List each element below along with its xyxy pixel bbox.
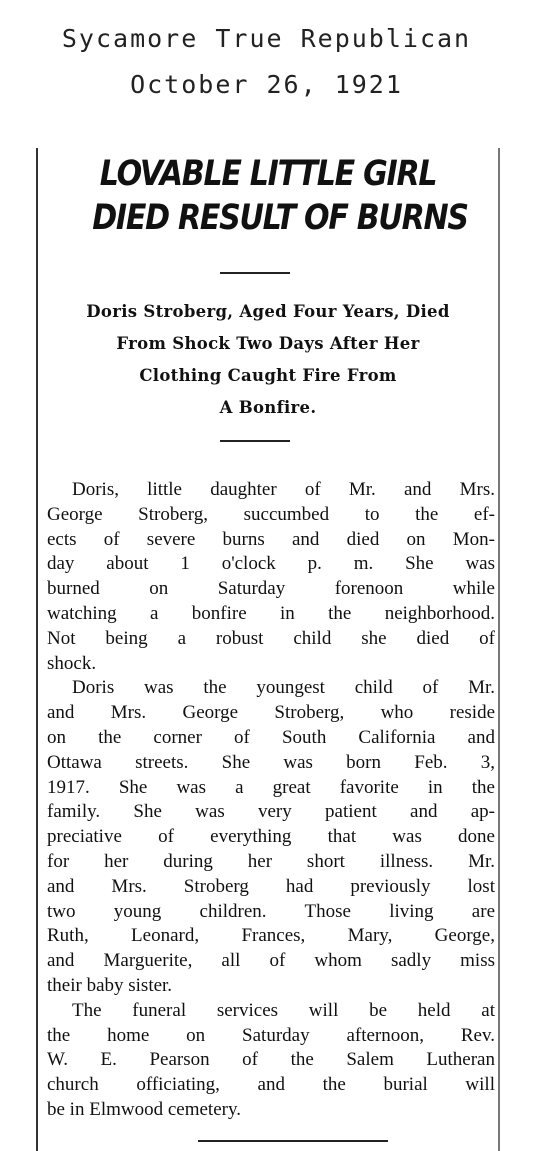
body-text-line: the home on Saturday afternoon, Rev. (47, 1024, 495, 1046)
body-text-line: watching a bonfire in the neighborhood. (47, 603, 495, 624)
publication-date: October 26, 1921 (130, 70, 403, 99)
body-text-line: for her during her short illness. Mr. (47, 851, 495, 872)
body-text-line: their baby sister. (47, 975, 173, 996)
headline-line-1: LOVABLE LITTLE GIRL (99, 154, 437, 194)
body-text-line: 1917. She was a great favorite in the (47, 776, 495, 798)
newspaper-clipping (36, 148, 500, 1151)
body-text-line: ects of severe burns and died on Mon- (47, 528, 495, 550)
body-text-line: Doris was the youngest child of Mr. (72, 677, 495, 699)
body-text-line: day about 1 o'clock p. m. She was (47, 553, 495, 575)
body-text-line: George Stroberg, succumbed to the ef- (47, 503, 495, 525)
body-text-line: Ottawa streets. She was born Feb. 3, (47, 751, 495, 773)
body-text-line: The funeral services will be held at (72, 999, 495, 1021)
newspaper-name: Sycamore True Republican (61, 24, 472, 53)
divider-rule (220, 272, 290, 274)
divider-rule (220, 440, 290, 442)
body-text-line: and Marguerite, all of whom sadly miss (47, 950, 495, 972)
end-rule (198, 1140, 388, 1142)
body-text-line: be in Elmwood cemetery. (47, 1099, 241, 1120)
body-text-line: two young children. Those living are (47, 900, 495, 922)
subheadline-line: Clothing Caught Fire From (139, 366, 397, 385)
body-text-line: family. She was very patient and ap- (47, 801, 495, 823)
headline-line-2: DIED RESULT OF BURNS (92, 198, 468, 238)
body-text-line: on the corner of South California and (47, 727, 495, 748)
body-text-line: and Mrs. George Stroberg, who reside (47, 702, 495, 724)
subheadline-line: From Shock Two Days After Her (116, 334, 420, 353)
subheadline-line: A Bonfire. (219, 398, 317, 417)
body-text-line: shock. (47, 652, 97, 674)
body-text-line: church officiating, and the burial will (47, 1074, 495, 1096)
body-text-line: burned on Saturday forenoon while (47, 578, 495, 600)
body-text-line: Doris, little daughter of Mr. and Mrs. (72, 479, 495, 500)
body-text-line: and Mrs. Stroberg had previously lost (47, 875, 495, 897)
body-text-line: Not being a robust child she died of (47, 627, 495, 649)
body-text-line: W. E. Pearson of the Salem Lutheran (47, 1049, 495, 1071)
body-text-line: Ruth, Leonard, Frances, Mary, George, (47, 925, 495, 947)
body-text-line: preciative of everything that was done (47, 826, 495, 848)
subheadline-line: Doris Stroberg, Aged Four Years, Died (86, 302, 450, 321)
